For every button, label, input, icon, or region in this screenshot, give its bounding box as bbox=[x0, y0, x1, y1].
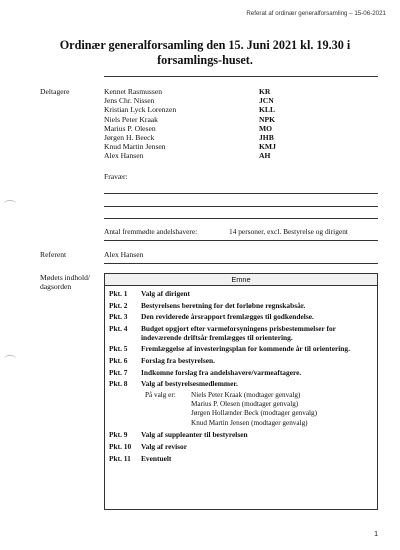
participant-name: Alex Hansen bbox=[104, 151, 144, 161]
running-header: Referat af ordinær generalforsamling – 15-06-2021 bbox=[246, 10, 386, 17]
agenda-item-number: Pkt. 10 bbox=[109, 442, 132, 452]
participant-initial: AH bbox=[259, 151, 271, 161]
participant-name: Marius P. Olesen bbox=[104, 123, 156, 133]
participant-name: Kennet Rasmussen bbox=[104, 87, 162, 96]
divider bbox=[104, 206, 378, 207]
attendance-value: 14 personer, excl. Bestyrelse og dirigent bbox=[229, 227, 348, 236]
agenda-item-text: Indkomne forslag fra andelshavere/varmeaftagere. bbox=[141, 367, 302, 377]
candidates-list bbox=[191, 391, 317, 428]
divider bbox=[104, 218, 378, 219]
punch-hole-mark bbox=[4, 200, 16, 207]
participant-names bbox=[104, 87, 176, 161]
agenda-item-number: Pkt. 2 bbox=[109, 300, 128, 310]
divider bbox=[104, 240, 378, 241]
absent-label: Fravær: bbox=[104, 172, 128, 181]
candidate: Niels Peter Kraak (modtager genvalg) bbox=[191, 390, 301, 399]
agenda-item-text: Forslag fra bestyrelsen. bbox=[141, 355, 215, 365]
agenda-item-text: Bestyrelsens beretning for det forløbne regnskabsår. bbox=[141, 300, 306, 310]
candidate: Knud Martin Jensen (modtager genvalg) bbox=[191, 418, 308, 427]
agenda-item-number: Pkt. 5 bbox=[109, 344, 128, 354]
divider bbox=[104, 193, 378, 194]
participant-initial: KMJ bbox=[259, 142, 276, 152]
agenda-item bbox=[109, 289, 373, 298]
participant-name: Jens Chr. Nissen bbox=[104, 96, 155, 106]
participant-initial: JHB bbox=[259, 133, 274, 143]
agenda-item bbox=[109, 368, 373, 377]
participant-initial: JCN bbox=[259, 96, 274, 106]
participant-name: Niels Peter Kraak bbox=[104, 114, 158, 124]
participant-initial: MO bbox=[259, 123, 273, 133]
referent-label: Referent bbox=[40, 250, 67, 259]
participant-initial: NPK bbox=[259, 114, 276, 124]
agenda-item-number: Pkt. 8 bbox=[109, 379, 128, 389]
page-number: 1 bbox=[374, 531, 378, 538]
agenda-item-text: Budget opgjort efter varmeforsyningens prisbestemmelser for indeværende driftsår fremlægges til orientering. bbox=[141, 323, 336, 342]
agenda-item bbox=[109, 454, 373, 463]
agenda-items bbox=[105, 286, 377, 463]
participant-name: Jørgen H. Beeck bbox=[104, 133, 155, 143]
divider bbox=[104, 263, 378, 264]
agenda-item bbox=[109, 344, 373, 353]
agenda-item-text: Fremlæggelse af investeringsplan for kommende år til orientering. bbox=[141, 344, 350, 354]
agenda-item-text: Eventuelt bbox=[141, 453, 172, 463]
agenda-table bbox=[104, 273, 378, 510]
punch-hole-mark bbox=[4, 355, 16, 362]
agenda-item bbox=[109, 356, 373, 365]
participants-label: Deltagere bbox=[40, 87, 70, 96]
agenda-item bbox=[109, 379, 373, 388]
agenda-label-line: dagsorden bbox=[40, 282, 72, 291]
agenda-item-text: Valg af suppleanter til bestyrelsen bbox=[141, 430, 248, 440]
agenda-column-header: Emne bbox=[105, 274, 377, 286]
agenda-item bbox=[109, 324, 373, 342]
participant-initial: KR bbox=[259, 87, 271, 96]
agenda-item bbox=[109, 312, 373, 321]
candidate: Jørgen Hollænder Beck (modtager genvalg) bbox=[191, 409, 318, 418]
candidates-block bbox=[145, 391, 373, 428]
candidates-label: På valg er: bbox=[145, 390, 176, 399]
agenda-item-number: Pkt. 6 bbox=[109, 355, 128, 365]
agenda-label-line: Mødets indhold/ bbox=[40, 273, 90, 282]
attendance-label: Antal fremmødte andelshavere: bbox=[104, 227, 198, 236]
referent-value: Alex Hansen bbox=[104, 250, 144, 259]
document-title: Ordinær generalforsamling den 15. Juni 2021 kl. 19.30 i forsamlings-huset. bbox=[59, 38, 351, 67]
agenda-item-number: Pkt. 7 bbox=[109, 367, 128, 377]
agenda-item-number: Pkt. 9 bbox=[109, 430, 128, 440]
divider bbox=[104, 76, 378, 77]
agenda-item-number: Pkt. 1 bbox=[109, 289, 128, 298]
participant-name: Kristian Lyck Lorenzen bbox=[104, 105, 177, 115]
agenda-item-number: Pkt. 4 bbox=[109, 323, 128, 333]
candidate: Marius P. Olesen (modtager genvalg) bbox=[191, 400, 299, 409]
agenda-label bbox=[40, 273, 90, 291]
agenda-item bbox=[109, 301, 373, 310]
participant-name: Knud Martin Jensen bbox=[104, 142, 166, 152]
participant-initials bbox=[259, 87, 276, 161]
agenda-item bbox=[109, 430, 373, 439]
agenda-item-text: Valg af bestyrelsesmedlemmer. bbox=[141, 379, 238, 389]
agenda-item-number: Pkt. 3 bbox=[109, 312, 128, 322]
agenda-item-text: Valg af revisor bbox=[141, 442, 187, 452]
agenda-item-text: Den reviderede årsrapport fremlægges til godkendelse. bbox=[141, 312, 314, 322]
agenda-item-text: Valg af dirigent bbox=[141, 289, 190, 298]
agenda-item-number: Pkt. 11 bbox=[109, 453, 131, 463]
participant-initial: KLL bbox=[259, 105, 276, 115]
agenda-item bbox=[109, 442, 373, 451]
